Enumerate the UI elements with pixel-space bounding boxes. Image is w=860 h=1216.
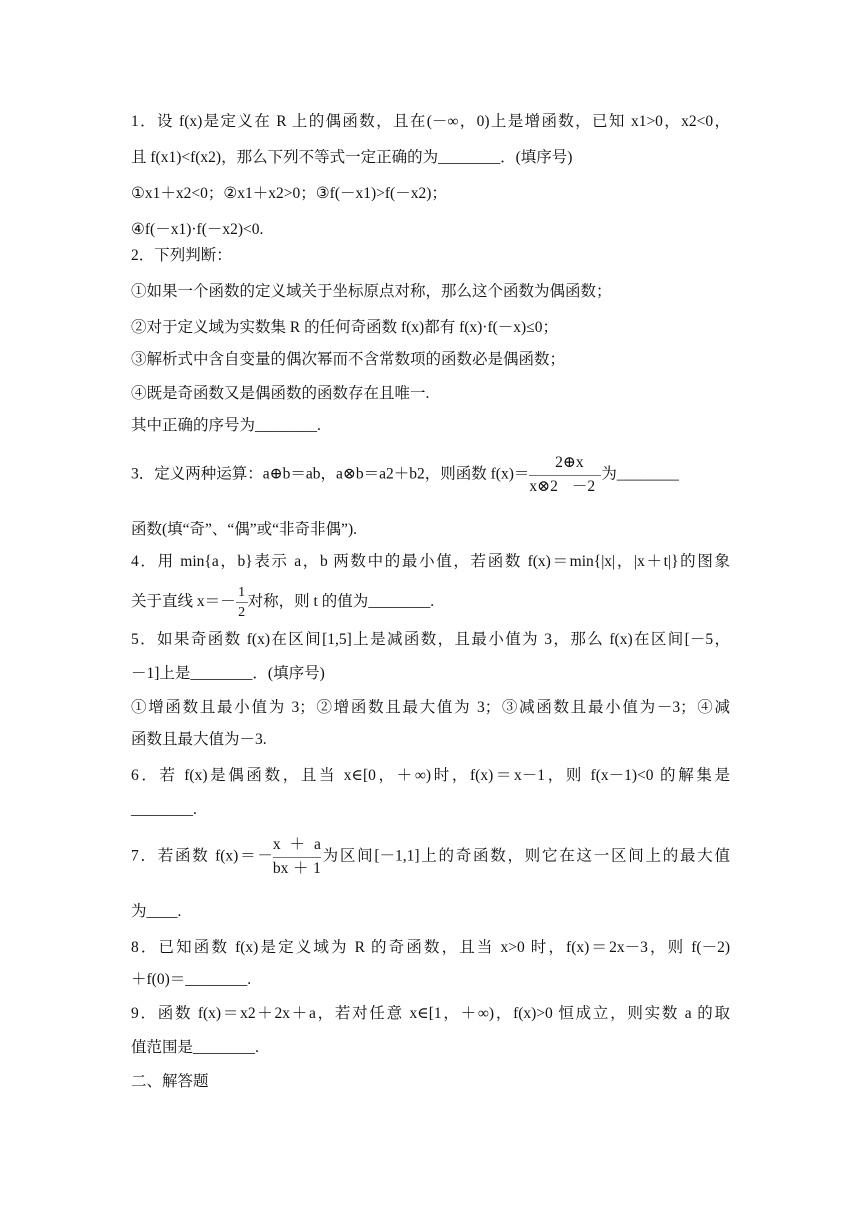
q2-item4: ④既是奇函数又是偶函数的函数存在且唯一. — [131, 385, 430, 402]
q3-denominator-b: －2 — [571, 478, 596, 495]
q5-options: ①增函数且最小值为 3；②增函数且最大值为 3；③减函数且最小值为－3；④减 — [131, 699, 730, 716]
q4-post: 对称，则 t 的值为________. — [247, 593, 435, 611]
q3-denominator — [529, 478, 601, 496]
q6-line1: 6．若 f(x)是偶函数，且当 x∈[0，＋∞)时，f(x)＝x－1，则 f(x－1)<0 的解集是 — [131, 767, 730, 784]
q3-fraction-bar — [529, 475, 601, 476]
q4-denominator: 2 — [238, 605, 246, 620]
q3-fraction — [529, 454, 601, 496]
q9-line2: 值范围是________. — [131, 1039, 259, 1056]
q2-item2: ②对于定义域为实数集 R 的任何奇函数 f(x)都有 f(x)·f(－x)≤0； — [131, 319, 558, 336]
q7-line2: 为____. — [131, 903, 182, 920]
q5-line1: 5．如果奇函数 f(x)在区间[1,5]上是减函数，且最小值为 3，那么 f(x)在区间[－5， — [131, 631, 730, 648]
q3-pre: 3．定义两种运算：a⊕b＝ab，a⊗b＝a2＋b2，则函数 f(x)＝ — [131, 465, 530, 483]
q1-line1: 1．设 f(x)是定义在 R 上的偶函数，且在(－∞，0)上是增函数，已知 x1>0，x2<0， — [131, 113, 730, 130]
q2-item3: ③解析式中含自变量的偶次幂而不含常数项的函数必是偶函数； — [131, 351, 566, 368]
q4-line2 — [131, 584, 434, 621]
q9-line1: 9．函数 f(x)＝x2＋2x＋a，若对任意 x∈[1，＋∞)，f(x)>0 恒成立，则实数 a 的取 — [131, 1005, 730, 1022]
q2-answer-prompt: 其中正确的序号为________. — [131, 417, 321, 434]
q7-fraction — [273, 836, 321, 878]
q7-post: 为区间[－1,1]上的奇函数，则它在这一区间上的最大值 — [320, 847, 730, 865]
q1-line2: 且 f(x1)<f(x2)，那么下列不等式一定正确的为________．(填序号) — [131, 149, 573, 166]
q7-denominator: bx＋1 — [272, 860, 321, 877]
q3-numerator: 2⊕x — [555, 454, 584, 471]
q4-line1: 4．用 min{a，b}表示 a，b 两数中的最小值，若函数 f(x)＝min{|x|，|x＋t|}的图象 — [131, 553, 730, 570]
q7-fraction-bar — [273, 857, 321, 858]
q3-line2: 函数(填“奇”、“偶”或“非奇非偶”). — [131, 521, 357, 538]
q7-numerator: x＋a — [272, 836, 321, 853]
q1-option4: ④f(－x1)·f(－x2)<0. — [131, 221, 264, 238]
q4-pre: 关于直线 x＝－ — [131, 593, 236, 611]
q8-line1: 8．已知函数 f(x)是定义域为 R 的奇函数，且当 x>0 时，f(x)＝2x－3，则 f(－2) — [131, 939, 730, 956]
q2-heading: 2．下列判断： — [131, 247, 232, 264]
q4-fraction-bar — [236, 602, 248, 603]
q6-line2: ________. — [131, 801, 197, 818]
q4-fraction — [236, 584, 248, 621]
q4-numerator: 1 — [238, 585, 246, 600]
q5-options-cont: 函数且最大值为－3. — [131, 731, 267, 748]
q8-line2: ＋f(0)＝________. — [131, 971, 252, 988]
q3-denominator-a: x⊗2 — [529, 478, 558, 495]
section-heading: 二、解答题 — [131, 1073, 209, 1090]
q1-options: ①x1＋x2<0；②x1＋x2>0；③f(－x1)>f(－x2)； — [131, 185, 447, 202]
q2-item1: ①如果一个函数的定义域关于坐标原点对称，那么这个函数为偶函数； — [131, 283, 612, 300]
q3-line1 — [131, 454, 679, 496]
q7-pre: 7．若函数 f(x)＝－ — [131, 847, 273, 865]
q5-line2: －1]上是________．(填序号) — [131, 665, 325, 682]
q7-line1 — [131, 836, 730, 878]
q3-post: 为________ — [601, 465, 679, 483]
